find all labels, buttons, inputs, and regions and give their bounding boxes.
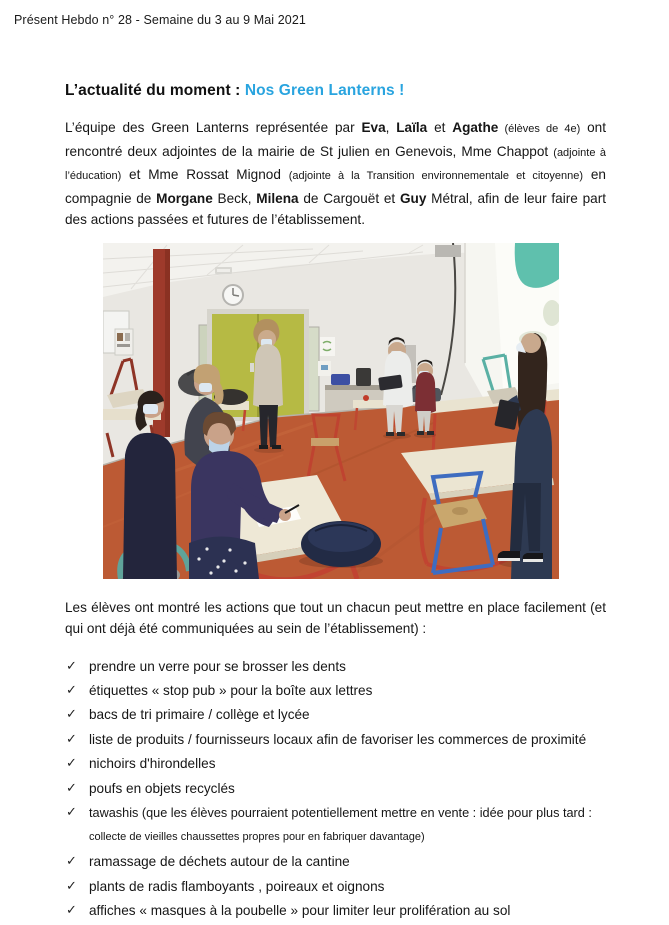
list-item <box>65 704 606 725</box>
checkmark-icon: ✓ <box>66 854 77 870</box>
checkmark-icon: ✓ <box>66 658 77 674</box>
list-item-text: bacs de tri primaire / collège et lycée <box>89 707 310 723</box>
classroom-photo-illustration <box>103 243 559 579</box>
list-item-text: nichoirs d'hirondelles <box>89 756 216 772</box>
list-item <box>65 876 606 897</box>
list-item <box>65 778 606 799</box>
list-item-text: tawashis (que les élèves pourraient potentiellement mettre en vente : idée pour plus tard : collecte de vieilles chaussettes propres pour en fabriquer davantage) <box>89 806 592 843</box>
title-highlight: Nos Green Lanterns ! <box>244 82 405 99</box>
list-item-text: ramassage de déchets autour de la cantine <box>89 854 350 870</box>
list-item <box>65 900 606 921</box>
checkmark-icon: ✓ <box>66 805 77 821</box>
checkmark-icon: ✓ <box>66 707 77 723</box>
newsletter-header: Présent Hebdo n° 28 - Semaine du 3 au 9 Mai 2021 <box>14 13 306 27</box>
article-title <box>65 82 606 100</box>
checkmark-icon: ✓ <box>66 756 77 772</box>
list-item <box>65 680 606 701</box>
list-item-text: affiches « masques à la poubelle » pour limiter leur prolifération au sol <box>89 903 511 919</box>
body-paragraph: Les élèves ont montré les actions que tout un chacun peut mettre en place facilement (et qui ont déjà été communiquées au sein de l’établissement) : <box>65 599 606 636</box>
list-item <box>65 802 606 848</box>
checkmark-icon: ✓ <box>66 780 77 796</box>
checkmark-icon: ✓ <box>66 682 77 698</box>
list-item-text: plants de radis flamboyants , poireaux et oignons <box>89 878 385 894</box>
list-item-text: prendre un verre pour se brosser les dents <box>89 658 346 674</box>
list-item <box>65 729 606 750</box>
title-prefix: L’actualité du moment : <box>65 82 245 99</box>
list-item-text: étiquettes « stop pub » pour la boîte aux lettres <box>89 682 373 698</box>
list-item-text: liste de produits / fournisseurs locaux afin de favoriser les commerces de proximité <box>89 731 587 747</box>
actions-list <box>65 656 606 922</box>
list-item <box>65 656 606 677</box>
list-item <box>65 851 606 872</box>
article <box>65 82 606 925</box>
intro-paragraph: L’équipe des Green Lanterns représentée par Eva, Laïla et Agathe (élèves de 4e) ont rencontré deux adjointes de la mairie de St julien en Genevois, Mme Chappot (adjointe à l’éducation) et Mme Rossat Mignod (adjointe à la Transition environnementale et citoyenne) en compagnie de Morgane Beck, Milena de Cargouët et Guy Métral, afin de leur faire part des actions passées et futures de l’établissement. <box>65 120 607 227</box>
checkmark-icon: ✓ <box>66 903 77 919</box>
checkmark-icon: ✓ <box>66 878 77 894</box>
classroom-photo <box>103 243 559 579</box>
checkmark-icon: ✓ <box>66 731 77 747</box>
list-item <box>65 753 606 774</box>
list-item-text: poufs en objets recyclés <box>89 780 235 796</box>
